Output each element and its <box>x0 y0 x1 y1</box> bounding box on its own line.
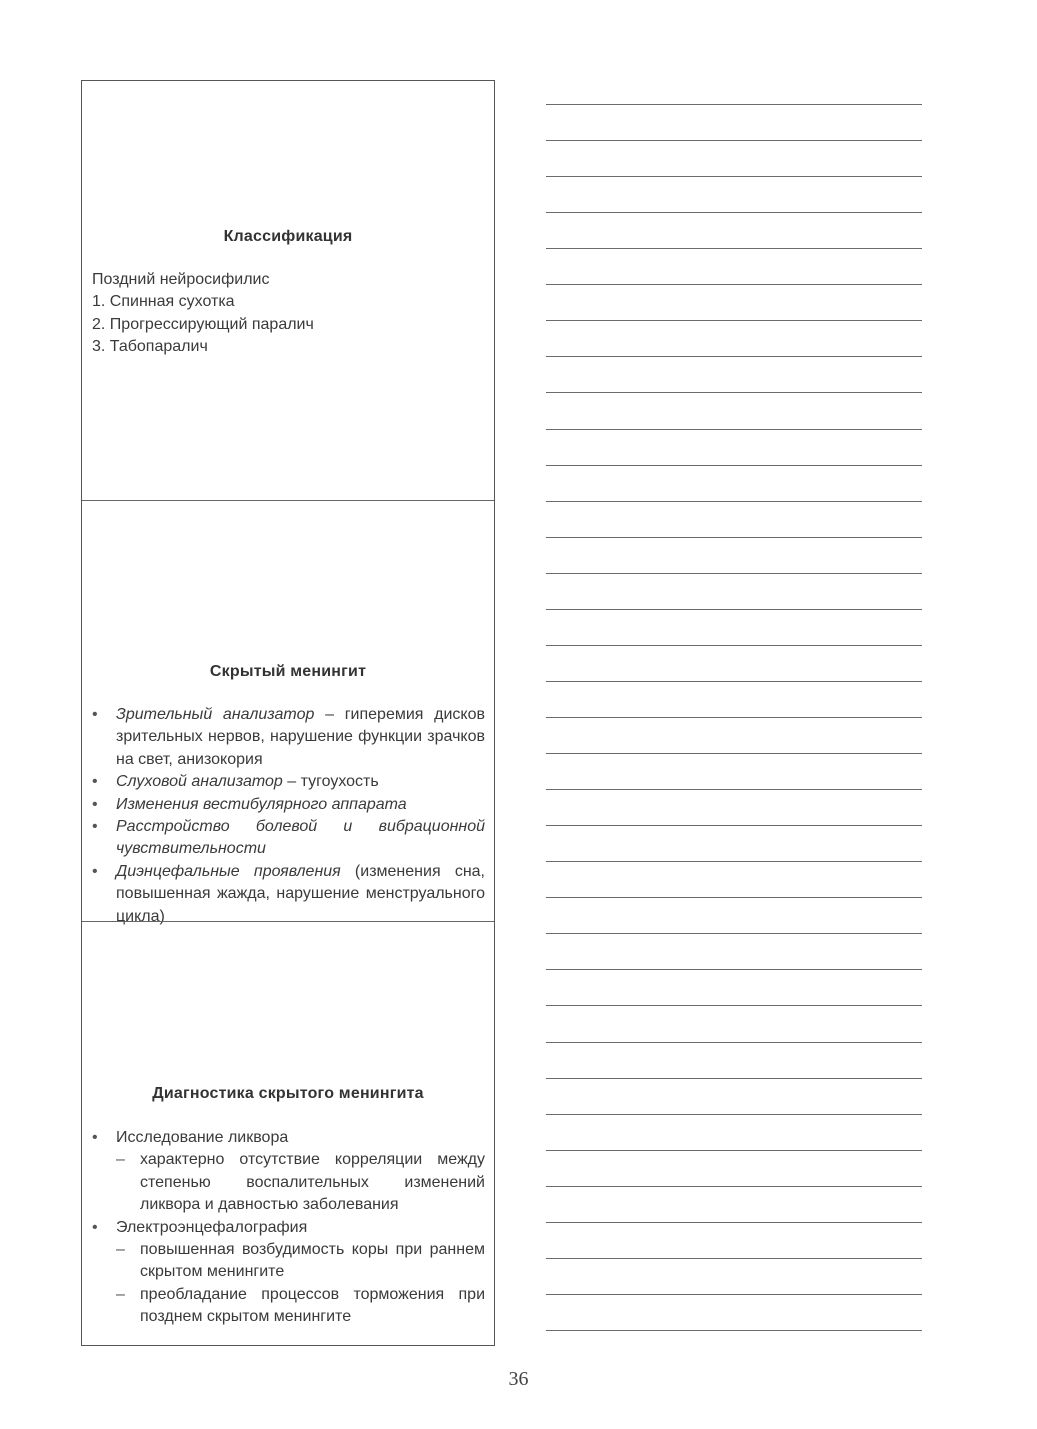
note-line <box>546 825 922 826</box>
notes-lines <box>546 104 922 1334</box>
note-line <box>546 537 922 538</box>
slide-latent-meningitis <box>82 500 494 925</box>
bullet-term: Изменения вестибулярного аппарата <box>116 795 407 813</box>
bullet-term: Зрительный анализатор <box>116 706 315 723</box>
note-line <box>546 1258 922 1259</box>
slide-body <box>92 1127 485 1329</box>
bullet-item <box>92 1127 485 1217</box>
list-item: 2. Прогрессирующий паралич <box>92 315 314 333</box>
note-line <box>546 1114 922 1115</box>
note-line <box>546 609 922 610</box>
note-line <box>546 933 922 934</box>
list-item: 1. Спинная сухотка <box>92 293 235 311</box>
note-line <box>546 1005 922 1006</box>
bullet-term: Диэнцефальные проявления <box>116 862 341 880</box>
note-line <box>546 753 922 754</box>
bullet-text: – гиперемия дисков зрительных нервов, нарушение функции зрачков на свет, анизокория <box>116 706 485 768</box>
bullet-list <box>92 704 485 928</box>
slide-classification <box>82 81 494 500</box>
note-line <box>546 429 922 430</box>
bullet-text: • Электроэнцефалография <box>116 1218 308 1236</box>
note-line <box>546 465 922 466</box>
note-line <box>546 1150 922 1151</box>
note-line <box>546 717 922 718</box>
slide-body <box>92 704 485 928</box>
note-line <box>546 356 922 357</box>
note-line <box>546 1186 922 1187</box>
slide-body <box>92 269 485 359</box>
bullet-item <box>92 704 485 771</box>
bullet-term: Слуховой анализатор <box>116 773 283 791</box>
bullet-text: • Исследование ликвора <box>116 1129 289 1146</box>
dash-item: – преобладание процессов торможения при позднем скрытом менингите <box>116 1284 485 1329</box>
dash-item: – повышенная возбудимость коры при раннем скрытом менингите <box>116 1239 485 1284</box>
dash-list <box>116 1239 485 1329</box>
note-line <box>546 969 922 970</box>
bullet-item <box>92 1217 485 1329</box>
list-item: 3. Табопаралич <box>92 338 208 356</box>
slide-title: Диагностика скрытого менингита <box>152 1085 424 1102</box>
slide-title: Классификация <box>223 228 353 245</box>
slide-title: Скрытый менингит <box>209 663 367 680</box>
note-line <box>546 176 922 177</box>
note-line <box>546 212 922 213</box>
bullet-term: Расстройство болевой и вибрационной чувствительности <box>116 818 485 858</box>
note-line <box>546 140 922 141</box>
note-line <box>546 645 922 646</box>
dash-item: – характерно отсутствие корреляции между степенью воспалительных изменений ликвора и давностью заболевания <box>116 1149 485 1216</box>
bullet-item <box>92 816 485 861</box>
note-line <box>546 1222 922 1223</box>
page-number: 36 <box>508 1368 529 1390</box>
note-line <box>546 897 922 898</box>
bullet-text: – тугоухость <box>282 773 379 791</box>
note-line <box>546 501 922 502</box>
note-line <box>546 104 922 105</box>
note-line <box>546 248 922 249</box>
note-line <box>546 861 922 862</box>
note-line <box>546 789 922 790</box>
bullet-text: (изменения сна, повышенная жажда, нарушение менструального цикла) <box>116 862 486 925</box>
bullet-item <box>92 794 485 816</box>
bullet-item <box>92 861 485 928</box>
note-line <box>546 320 922 321</box>
note-line <box>546 681 922 682</box>
note-line <box>546 1294 922 1295</box>
dash-list <box>116 1149 485 1216</box>
bullet-list <box>92 1127 485 1329</box>
note-line <box>546 1078 922 1079</box>
bullet-item <box>92 771 485 793</box>
note-line <box>546 573 922 574</box>
note-line <box>546 284 922 285</box>
note-line <box>546 1330 922 1331</box>
slide-intro: Поздний нейросифилис <box>92 271 270 288</box>
note-line <box>546 392 922 393</box>
note-line <box>546 1042 922 1043</box>
slide-latent-meningitis-diagnostics <box>82 921 494 1346</box>
slides-column <box>81 80 495 1346</box>
